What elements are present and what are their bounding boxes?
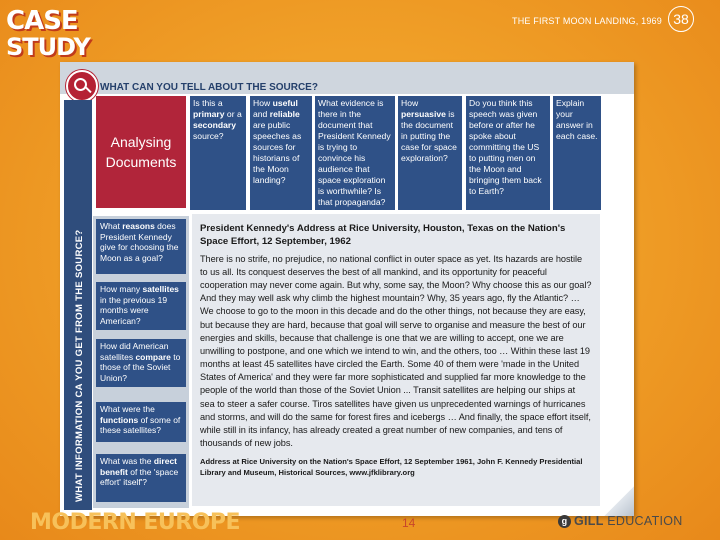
logo-line1: CASE xyxy=(6,6,78,36)
publisher-name-a: GILL xyxy=(574,514,604,528)
analysing-line2: Documents xyxy=(105,154,177,170)
source-citation: Address at Rice University on the Nation's Space Effort, 12 September 1961, John F. Kennedy Presidential Library and Museum, Historical Sources, www.jfklibrary.org xyxy=(200,457,583,478)
q-text: of some of these satellites? xyxy=(100,414,181,436)
logo-line2: STUDY xyxy=(6,33,90,61)
sheet-title: WHAT CAN YOU TELL ABOUT THE SOURCE? xyxy=(100,82,318,93)
question-useful-reliable xyxy=(250,96,312,210)
magnifier-icon xyxy=(66,70,98,102)
q-text: What xyxy=(100,221,123,231)
q-text: does President Kennedy give for choosing the Moon as a goal? xyxy=(100,221,179,263)
question-persuasive xyxy=(398,96,462,210)
q-bold: primary xyxy=(193,109,225,119)
source-extract xyxy=(192,214,600,506)
left-question-compare xyxy=(96,339,186,387)
analysing-line1: Analysing xyxy=(110,133,172,150)
q-bold: compare xyxy=(135,351,171,362)
question-before-after xyxy=(466,96,550,210)
side-label: WHAT INFORMATION CA YOU GET FROM THE SOURCE? xyxy=(74,229,85,502)
q-text: or a xyxy=(224,109,242,119)
source-body: There is no strife, no prejudice, no national conflict in outer space as yet. Its hazards are hostile to us all. Its conquest deserves the best of all mankind, and its opportunity for peaceful cooperation may never come again. But why, some say, the Moon? Why choose this as our goal? And they may well ask why climb the highest mountain? Why, 35 years ago, fly the Atlantic? … We choose to go to the moon in this decade and do the other things, not because they are easy, but because they are hard, because that goal will serve to organise and measure the best of our energies and skills, because that challenge is one that we are willing to accept, one we are unwilling to postpone, and one which we intend to win, and the others, too … Within these last 19 months at least 45 satellites have circled the Earth. Some 40 of them were 'made in the United States of America' and they were far more sophisticated and supplied far more knowledge to the people of the world than those of the Soviet Union ... Transit satellites are helping our ships at sea to steer a safer course. Tiros satellites have given us unprecedented warnings of hurricanes and storms, and will do the same for forest fires and icebergs … And finally, the space effort itself, while still in its infancy, has already created a great number of new companies, and tens of thousands of new jobs. xyxy=(200,253,592,449)
q-bold: reliable xyxy=(269,109,300,119)
left-question-satellites xyxy=(96,282,186,330)
publisher-mark-icon: g xyxy=(558,515,571,528)
question-explain xyxy=(553,96,601,210)
q-text: source? xyxy=(193,131,224,141)
q-text: How did American satellites xyxy=(100,341,169,362)
source-sheet xyxy=(60,62,634,516)
publisher-name-b: EDUCATION xyxy=(607,514,683,528)
footer-page-number: 14 xyxy=(402,516,416,530)
left-question-benefit xyxy=(96,454,186,502)
q-text: How many xyxy=(100,284,143,294)
left-question-functions xyxy=(96,402,186,442)
q-text: How xyxy=(253,98,273,108)
q-bold: reasons xyxy=(122,221,155,231)
publisher-logo xyxy=(558,514,683,528)
q-bold: direct benefit xyxy=(100,456,178,477)
q-bold: functions xyxy=(100,414,139,425)
case-study-logo xyxy=(6,6,90,61)
source-title: President Kennedy's Address at Rice University, Houston, Texas on the Nation's Space Effort, 12 September, 1962 xyxy=(200,223,566,248)
q-bold: satellites xyxy=(142,284,179,294)
q-text: is the document in putting the case for space exploration? xyxy=(401,109,457,163)
q-text: What evidence is there in the document that President Kennedy is trying to convince his audience that space exploration is worthwhile? Is that propaganda? xyxy=(318,98,391,207)
book-title: MODERN EUROPE xyxy=(30,510,241,535)
page-curl xyxy=(604,486,634,516)
q-text: of the 'space effort' itself'? xyxy=(100,466,179,488)
q-bold: secondary xyxy=(193,120,236,130)
q-text: What were the xyxy=(100,404,155,414)
q-text: Explain your answer in each case. xyxy=(556,98,598,141)
left-question-reasons xyxy=(96,219,186,274)
q-text: Is this a xyxy=(193,98,223,108)
analysing-documents-box xyxy=(96,96,186,208)
q-text: in the previous 19 months were American? xyxy=(100,294,168,326)
q-bold: persuasive xyxy=(401,109,446,119)
question-evidence xyxy=(315,96,395,210)
question-primary-secondary xyxy=(190,96,246,210)
q-text: Do you think this speech was given before or after he spoke about committing the US to putting men on the Moon and bringing them back to Earth? xyxy=(469,98,542,196)
q-bold: useful xyxy=(272,98,298,108)
page-number-badge: 38 xyxy=(668,6,694,32)
q-text: What was the xyxy=(100,456,154,466)
q-text: How xyxy=(401,98,419,108)
q-text: to those of the Soviet Union? xyxy=(100,351,181,383)
topic-title: THE FIRST MOON LANDING, 1969 xyxy=(512,16,662,26)
q-text: and xyxy=(253,109,270,119)
q-text: are public speeches as sources for historians of the Moon landing? xyxy=(253,120,302,185)
